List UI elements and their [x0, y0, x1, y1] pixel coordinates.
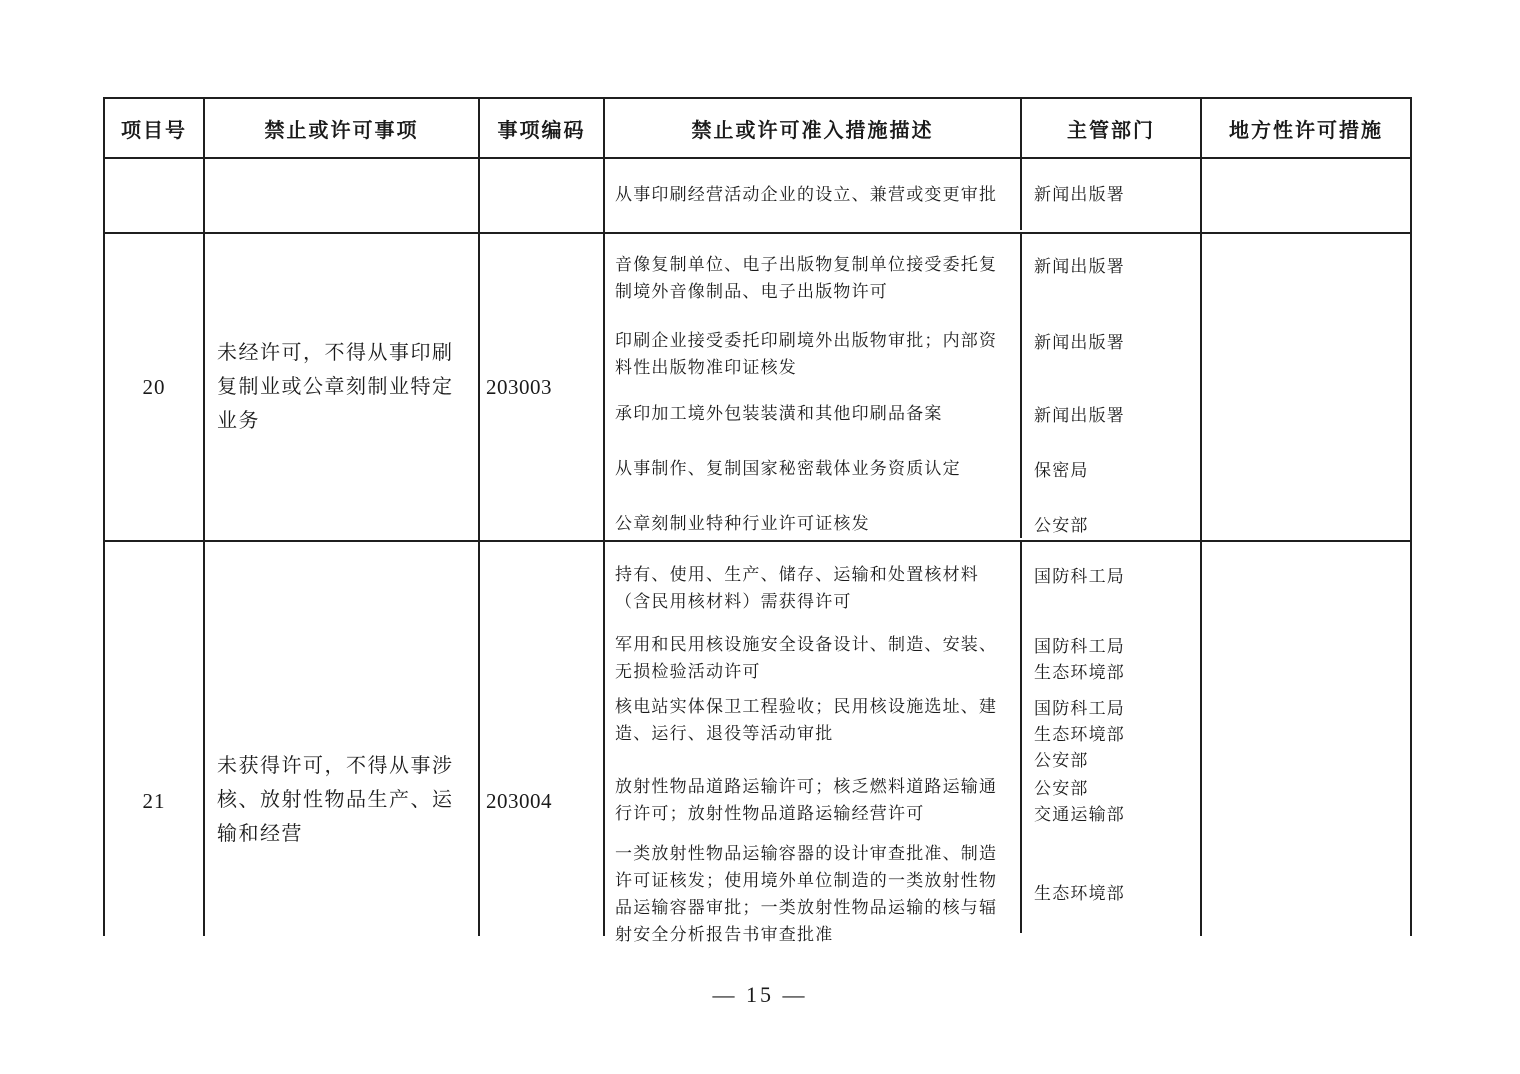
- measure-row: [605, 558, 1200, 628]
- measure-description: 承印加工境外包装装潢和其他印刷品备案: [615, 404, 943, 423]
- department-name: 生态环境部: [1034, 884, 1125, 903]
- measure-row: [605, 248, 1200, 324]
- measure-description: 从事印刷经营活动企业的设立、兼营或变更审批: [615, 185, 998, 204]
- code-cell: 203004: [479, 541, 604, 936]
- table-row-continuation: [104, 158, 1411, 233]
- measure-row: [605, 159, 1200, 230]
- department-name: 生态环境部: [1034, 725, 1125, 744]
- measure-description: 一类放射性物品运输容器的设计审查批准、制造许可证核发；使用境外单位制造的一类放射性物品运输容器审批；一类放射性物品运输的核与辐射安全分析报告书审查批准: [615, 844, 998, 944]
- measure-description: 持有、使用、生产、储存、运输和处置核材料（含民用核材料）需获得许可: [615, 565, 979, 611]
- department-cell: [1020, 690, 1200, 774]
- matter-cell: [204, 158, 479, 233]
- negative-list-table: [103, 97, 1412, 944]
- measures-cell: [604, 158, 1201, 233]
- measure-row: [605, 690, 1200, 770]
- measure-description: 放射性物品道路运输许可；核乏燃料道路运输通行许可；放射性物品道路运输经营许可: [615, 777, 998, 823]
- measure-description: 音像复制单位、电子出版物复制单位接受委托复制境外音像制品、电子出版物许可: [615, 255, 998, 301]
- header-cell-measure-desc: 禁止或许可准入措施描述: [604, 98, 1021, 158]
- department-name: 公安部: [1034, 516, 1089, 535]
- item-no-cell: [104, 158, 204, 233]
- table-row-20: [104, 233, 1411, 541]
- measure-description: 从事制作、复制国家秘密载体业务资质认定: [615, 459, 961, 478]
- measure-row: [605, 452, 1200, 507]
- local-measures-cell: [1201, 233, 1411, 541]
- department-cell: [1020, 628, 1200, 686]
- department-cell: [1020, 881, 1200, 907]
- department-cell: [1020, 452, 1200, 484]
- header-cell-local-measures: 地方性许可措施: [1201, 98, 1411, 158]
- table-header-row: [104, 98, 1411, 158]
- column-divider: [1020, 542, 1022, 933]
- item-no-cell: 20: [104, 233, 204, 541]
- department-name: 生态环境部: [1034, 663, 1125, 682]
- measure-description: 印刷企业接受委托印刷境外出版物审批；内部资料性出版物准印证核发: [615, 331, 998, 377]
- measure-row: [605, 507, 1200, 539]
- department-cell: [1020, 507, 1200, 539]
- matter-cell: 未获得许可，不得从事涉核、放射性物品生产、运输和经营: [204, 541, 479, 936]
- local-measures-cell: [1201, 158, 1411, 233]
- department-cell: [1020, 182, 1200, 208]
- matter-cell: 未经许可，不得从事印刷复制业或公章刻制业特定业务: [204, 233, 479, 541]
- department-cell: [1020, 324, 1200, 356]
- department-name: 保密局: [1034, 461, 1089, 480]
- department-name: 新闻出版署: [1034, 406, 1125, 425]
- department-name: 新闻出版署: [1034, 257, 1125, 276]
- column-divider: [1020, 159, 1022, 230]
- measure-row: [605, 770, 1200, 840]
- department-name: 新闻出版署: [1034, 333, 1125, 352]
- header-cell-code: 事项编码: [479, 98, 604, 158]
- department-name: 国防科工局: [1034, 637, 1125, 656]
- measure-row: [605, 628, 1200, 690]
- measure-row: [605, 840, 1200, 948]
- department-name: 公安部: [1034, 779, 1089, 798]
- measures-cell: [604, 541, 1201, 944]
- local-measures-cell: [1201, 541, 1411, 936]
- department-name: 国防科工局: [1034, 567, 1125, 586]
- measures-cell: [604, 233, 1201, 541]
- header-cell-item-no: 项目号: [104, 98, 204, 158]
- table-row-21: [104, 541, 1411, 936]
- measure-row: [605, 397, 1200, 452]
- header-cell-department: 主管部门: [1021, 98, 1201, 158]
- measure-description: 核电站实体保卫工程验收；民用核设施选址、建造、运行、退役等活动审批: [615, 697, 998, 743]
- department-cell: [1020, 397, 1200, 429]
- code-cell: [479, 158, 604, 233]
- measure-description: 军用和民用核设施安全设备设计、制造、安装、无损检验活动许可: [615, 635, 998, 681]
- item-no-cell: 21: [104, 541, 204, 936]
- department-cell: [1020, 558, 1200, 590]
- header-cell-matter: 禁止或许可事项: [204, 98, 479, 158]
- department-cell: [1020, 248, 1200, 280]
- page-number: — 15 —: [712, 982, 808, 1007]
- department-name: 新闻出版署: [1034, 184, 1125, 204]
- department-cell: [1020, 770, 1200, 828]
- department-name: 公安部: [1034, 751, 1089, 770]
- measure-row: [605, 324, 1200, 397]
- measure-description: 公章刻制业特种行业许可证核发: [615, 514, 870, 533]
- column-divider: [1020, 234, 1022, 538]
- department-name: 国防科工局: [1034, 699, 1125, 718]
- code-cell: 203003: [479, 233, 604, 541]
- department-name: 交通运输部: [1034, 805, 1125, 824]
